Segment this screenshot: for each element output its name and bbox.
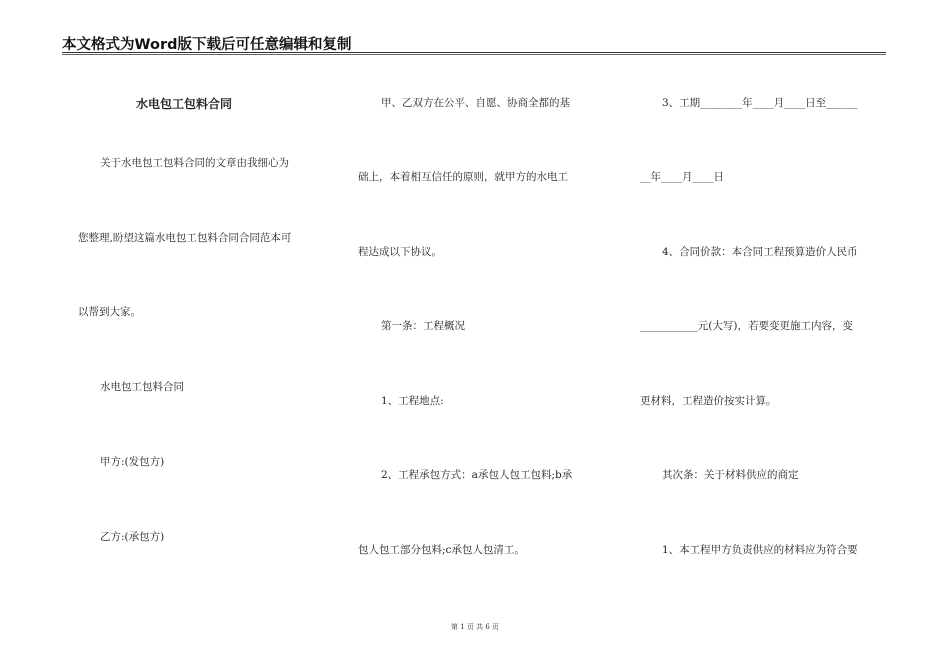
col3-line: 更材料，工程造价按实计算。 bbox=[640, 395, 777, 407]
col1-line: 乙方:(承包方) bbox=[100, 531, 165, 543]
col1-line: 水电包工包料合同 bbox=[100, 381, 184, 393]
col2-line: 第一条：工程概况 bbox=[381, 320, 465, 332]
col3-line: 4、合同价款：本合同工程预算造价人民币 bbox=[662, 246, 858, 258]
col3-line: 1、本工程甲方负责供应的材料应为符合要 bbox=[662, 544, 858, 556]
col2-line: 1、工程地点: bbox=[381, 395, 444, 407]
header-rule-thin bbox=[62, 54, 886, 55]
col2-line: 包人包工部分包料;c承包人包清工。 bbox=[358, 544, 525, 556]
col3-line: ___________元(大写)，若要变更施工内容，变 bbox=[640, 320, 853, 332]
col1-line: 关于水电包工包料合同的文章由我细心为 bbox=[100, 157, 289, 169]
col3-line: 其次条：关于材料供应的商定 bbox=[662, 469, 799, 481]
col2-line: 甲、乙双方在公平、自愿、协商全都的基 bbox=[381, 97, 570, 109]
col2-line: 础上，本着相互信任的原则，就甲方的水电工 bbox=[358, 171, 568, 183]
col2-line: 2、工程承包方式：a承包人包工包料;b承 bbox=[381, 469, 573, 481]
col1-line: 以帮到大家。 bbox=[78, 306, 141, 318]
document-header: 本文格式为Word版下载后可任意编辑和复制 bbox=[62, 37, 352, 53]
header-rule bbox=[62, 52, 886, 53]
col3-line: __年____月____日 bbox=[640, 171, 724, 183]
col1-line: 您整理,盼望这篇水电包工包料合同合同范本可 bbox=[78, 232, 292, 244]
col3-line: 3、工期________年____月____日至______ bbox=[662, 97, 858, 109]
col1-line: 甲方:(发包方) bbox=[100, 456, 165, 468]
col2-line: 程达成以下协议。 bbox=[358, 246, 442, 258]
page-number: 第 1 页 共 6 页 bbox=[450, 623, 500, 631]
document-title: 水电包工包料合同 bbox=[136, 97, 233, 111]
